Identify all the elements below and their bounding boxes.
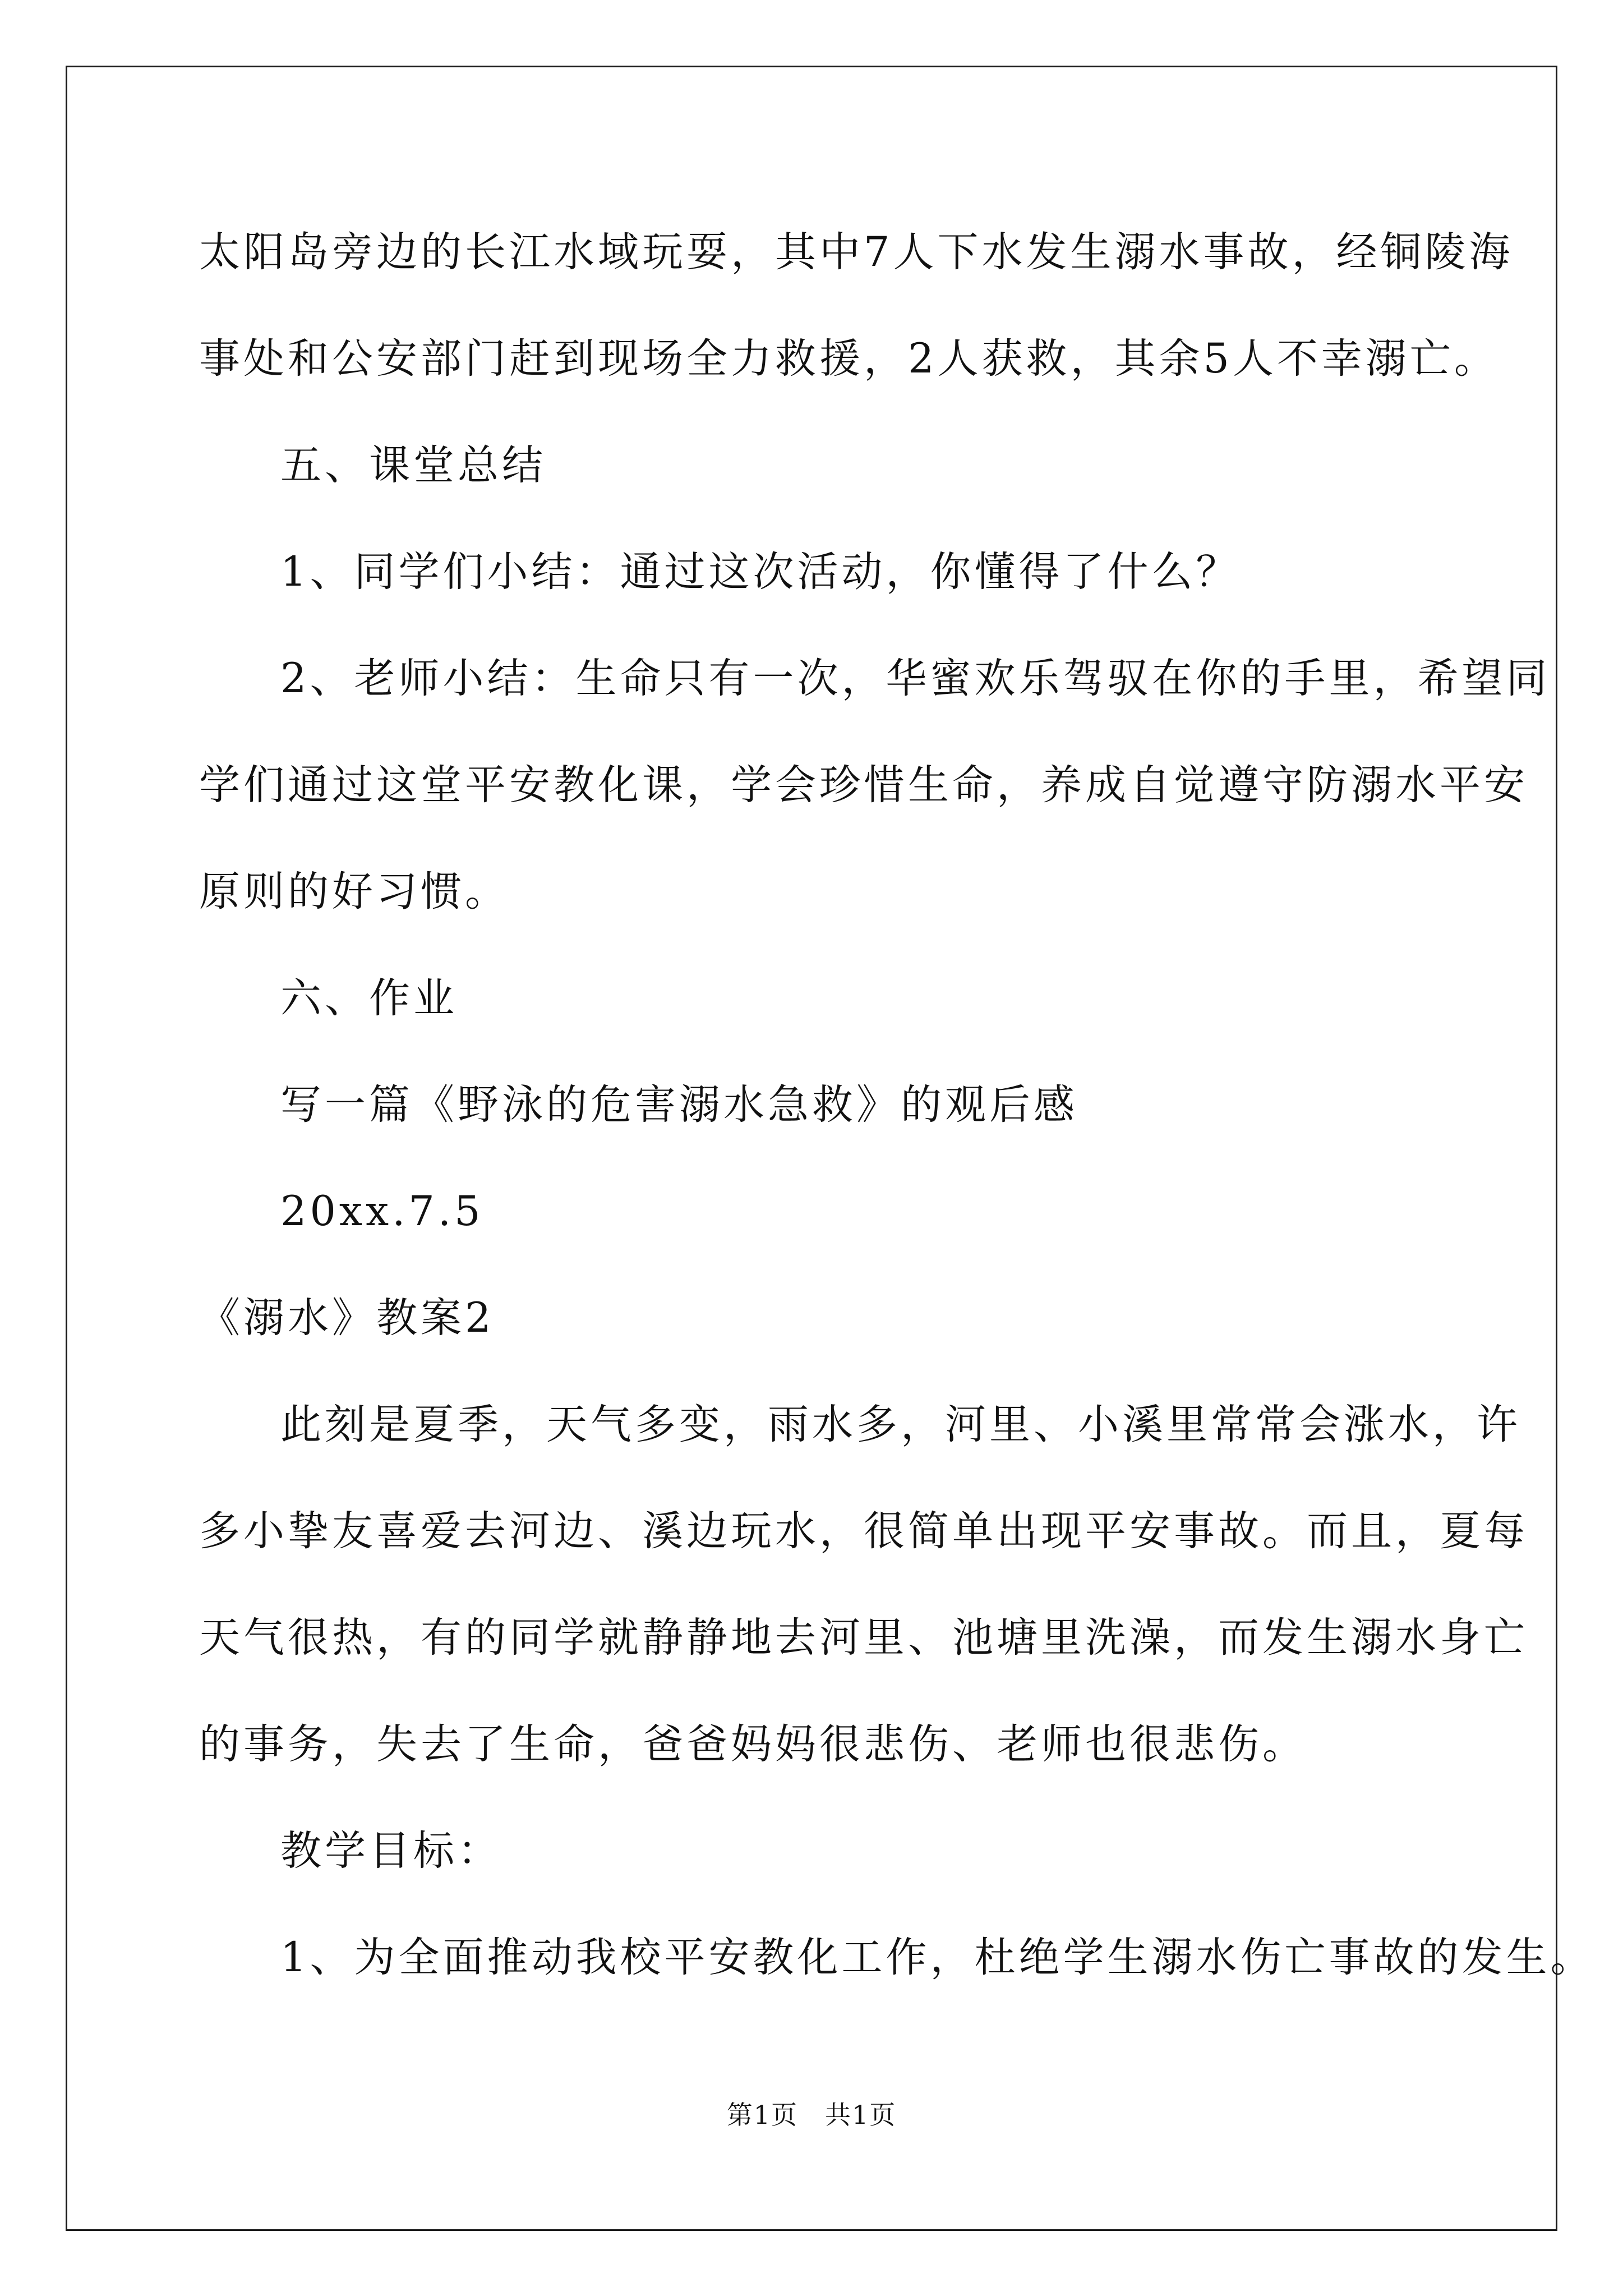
body-text-line: 多小挚友喜爱去河边、溪边玩水，很简单出现平安事故。而且，夏每 <box>199 1507 1528 1555</box>
date-line: 20xx.7.5 <box>280 1188 484 1235</box>
body-text-line: 事处和公安部门赶到现场全力救援，2人获救，其余5人不幸溺亡。 <box>199 335 1498 383</box>
body-text-line: 此刻是夏季，天气多变，雨水多，河里、小溪里常常会涨水，许 <box>280 1401 1521 1448</box>
body-text-line: 天气很热，有的同学就静静地去河里、池塘里洗澡，而发生溺水身亡 <box>199 1614 1528 1662</box>
body-text-line: 的事务，失去了生命，爸爸妈妈很悲伤、老师也很悲伤。 <box>199 1720 1307 1768</box>
body-text-line: 1、为全面推动我校平安教化工作，杜绝学生溺水伤亡事故的发生。 <box>280 1934 1595 1981</box>
body-text-line: 原则的好习惯。 <box>199 868 509 915</box>
page-border <box>66 66 1557 2231</box>
body-text-line: 学们通过这堂平安教化课，学会珍惜生命，养成自觉遵守防溺水平安 <box>199 761 1528 809</box>
section-heading-summary: 五、课堂总结 <box>280 441 546 489</box>
section-heading-objectives: 教学目标： <box>280 1827 502 1875</box>
body-text-line: 1、同学们小结：通过这次活动，你懂得了什么？ <box>280 548 1241 596</box>
body-text-line: 写一篇《野泳的危害溺水急救》的观后感 <box>280 1081 1078 1129</box>
page-footer: 第1页 共1页 <box>726 2100 897 2130</box>
body-text-line: 2、老师小结：生命只有一次，华蜜欢乐驾驭在你的手里，希望同 <box>280 655 1551 702</box>
document-title: 《溺水》教案2 <box>199 1294 495 1342</box>
body-text-line: 太阳岛旁边的长江水域玩耍，其中7人下水发生溺水事故，经铜陵海 <box>199 228 1514 276</box>
section-heading-homework: 六、作业 <box>280 974 458 1022</box>
